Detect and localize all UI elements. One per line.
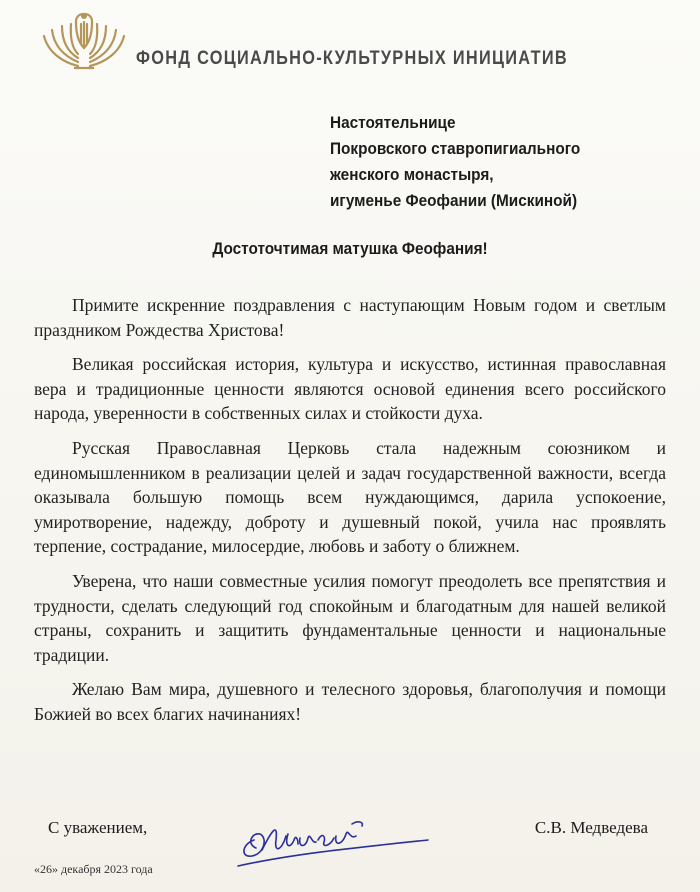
- paragraph: Желаю Вам мира, душевного и телесного здоровья, благополучия и помощи Божией во всех благих начинаниях!: [34, 679, 666, 724]
- addressee-block: [330, 110, 646, 214]
- addressee-line: женского монастыря,: [330, 166, 494, 184]
- organization-name: ФОНД СОЦИАЛЬНО-КУЛЬТУРНЫХ ИНИЦИАТИВ: [136, 48, 568, 69]
- addressee-line: игуменье Феофании (Мискиной): [330, 192, 578, 210]
- signer-name: С.В. Медведева: [534, 818, 648, 837]
- handwritten-signature: [232, 810, 432, 870]
- paragraph: Уверена, что наши совместные усилия помогут преодолеть все препятствия и трудности, сделать следующий год спокойным и благодатным для нашей великой страны, сохранить и защитить фундаментальные ценности и национальные традиции.: [34, 570, 666, 665]
- letter-body: [34, 293, 666, 737]
- salutation: Достоточтимая матушка Феофания!: [212, 240, 488, 258]
- addressee-line: Настоятельнице: [330, 114, 456, 132]
- letter-date: «26» декабря 2023 года: [34, 862, 153, 876]
- paragraph: Русская Православная Церковь стала надежным союзником и единомышленником в реализации целей и задач государственной важности, всегда оказывала большую помощь всем нуждающимся, дарила успокоение, умиротворение, надежду, доброту и душевный покой, учила нас проявлять терпение, сострадание, милосердие, любовь и заботу о ближнем.: [34, 437, 666, 557]
- closing-phrase: С уважением,: [48, 818, 148, 837]
- lyre-wings-logo-icon: [40, 8, 128, 74]
- addressee-line: Покровского ставропигиального: [330, 140, 581, 158]
- paragraph: Великая российская история, культура и искусство, истинная православная вера и традиционные ценности являются основой единения всего российского народа, уверенности в собственных силах и стойкости духа.: [34, 354, 666, 424]
- paragraph: Примите искренние поздравления с наступающим Новым годом и светлым праздником Рождества Христова!: [34, 295, 666, 340]
- letterhead: [40, 8, 680, 78]
